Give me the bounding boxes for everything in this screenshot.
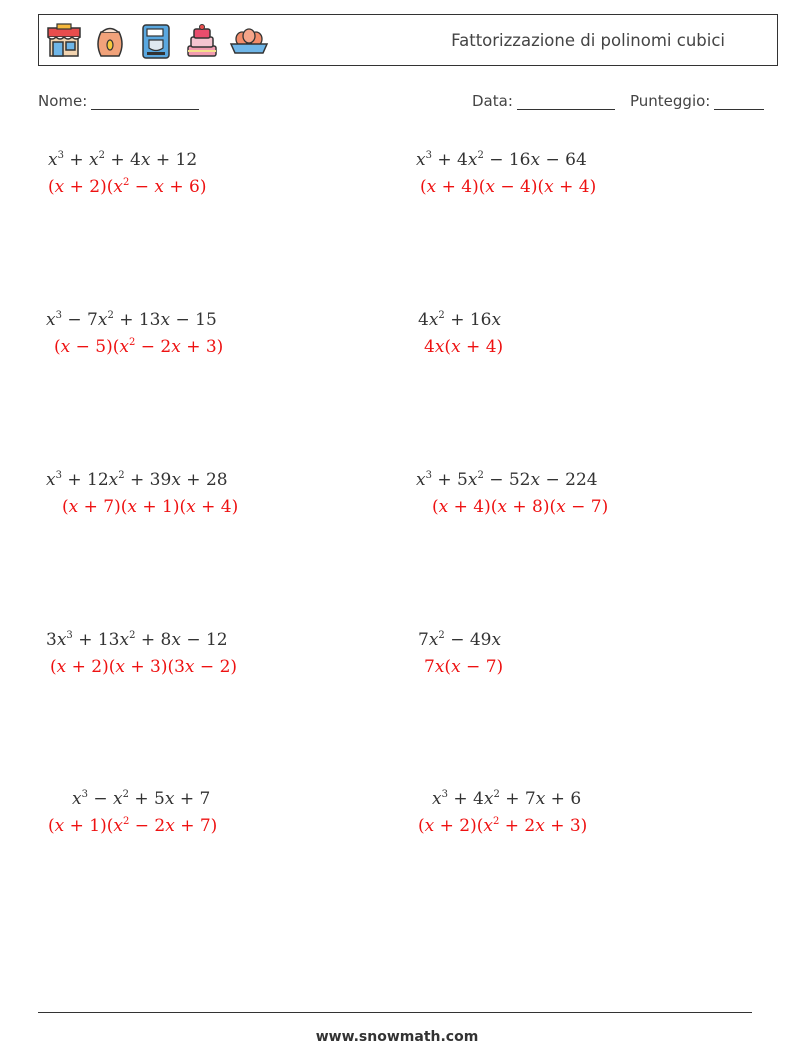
date-field[interactable] [472, 92, 615, 110]
question: $x^3 + 4x^2 + 7x + 6$ [432, 789, 582, 809]
layer-cake-icon [183, 22, 221, 60]
problem-2 [416, 150, 596, 197]
name-field[interactable] [38, 92, 199, 110]
answer: $(x + 2)(x^2 + 2x + 3)$ [418, 816, 588, 836]
problem-6 [416, 470, 608, 517]
problem-5 [46, 470, 238, 517]
student-info-row [38, 92, 770, 116]
score-field[interactable] [630, 92, 764, 110]
problem-8 [418, 630, 503, 677]
question: $x^3 + 12x^2 + 39x + 28$ [46, 470, 228, 490]
question: $4x^2 + 16x$ [418, 310, 502, 330]
answer: (x + 2)(x + 3)(3x − 2) [50, 657, 238, 677]
answer: $(x + 1)(x^2 - 2x + 7)$ [48, 816, 218, 836]
problem-9 [48, 789, 217, 836]
footer-divider [38, 1012, 752, 1013]
problem-10 [418, 789, 587, 836]
question: $x^3 + 5x^2 - 52x - 224$ [416, 470, 598, 490]
score-blank[interactable] [714, 95, 764, 110]
shop-icon [45, 22, 83, 60]
question: $x^3 + x^2 + 4x + 12$ [48, 150, 198, 170]
problem-7 [46, 630, 237, 677]
answer: (x + 4)(x − 4)(x + 4) [420, 177, 597, 197]
answer: $(x - 5)(x^2 - 2x + 3)$ [54, 337, 224, 357]
question: $x^3 + 4x^2 - 16x - 64$ [416, 150, 587, 170]
problem-4 [418, 310, 503, 357]
answer: (x + 4)(x + 8)(x − 7) [432, 497, 609, 517]
stand-mixer-icon [137, 22, 175, 60]
question: $3x^3 + 13x^2 + 8x - 12$ [46, 630, 228, 650]
name-blank[interactable] [91, 95, 199, 110]
answer: (x + 7)(x + 1)(x + 4) [62, 497, 239, 517]
question: $x^3 - 7x^2 + 13x - 15$ [46, 310, 217, 330]
problem-1 [48, 150, 207, 197]
answer: $(x + 2)(x^2 - x + 6)$ [48, 177, 207, 197]
question: $x^3 - x^2 + 5x + 7$ [72, 789, 211, 809]
answer: 4x(x + 4) [424, 337, 504, 357]
footer-url: www.snowmath.com [315, 1029, 479, 1045]
name-label: Nome: [38, 92, 88, 110]
flour-sack-icon [91, 22, 129, 60]
score-label: Punteggio: [630, 92, 711, 110]
date-blank[interactable] [517, 95, 615, 110]
question: $7x^2 - 49x$ [418, 630, 502, 650]
worksheet-title: Fattorizzazione di polinomi cubici [451, 31, 725, 50]
date-label: Data: [472, 92, 513, 110]
header-icons [45, 22, 269, 60]
problem-3 [46, 310, 223, 357]
header-box [38, 14, 778, 66]
egg-carton-icon [229, 22, 269, 60]
answer: 7x(x − 7) [424, 657, 504, 677]
